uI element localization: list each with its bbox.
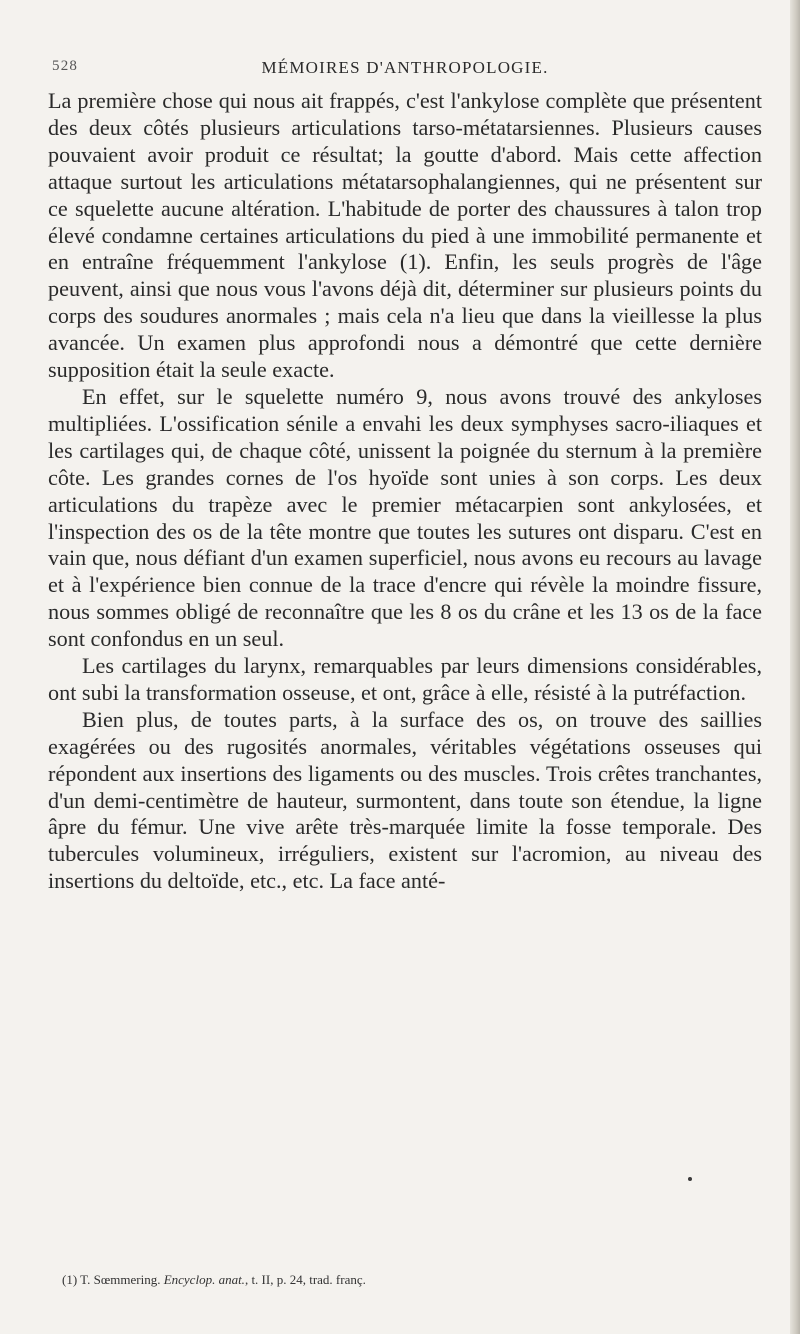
paragraph-3: Les cartilages du larynx, remarquables par leurs dimensions considérables, ont subi la transformation osseuse, et ont, grâce à elle, résisté à la putréfaction. — [48, 653, 762, 705]
paragraph-1: La première chose qui nous ait frappés, c'est l'ankylose complète que présentent des deux côtés plusieurs articulations tarso-métatarsiennes. Plusieurs causes pouvaient avoir produit ce résultat; la goutte d'abord. Mais cette affection attaque surtout les articulations métatarsophalangiennes, qui ne présentent sur ce squelette aucune altération. L'habitude de porter des chaussures à talon trop élevé condamne certaines articulations du pied à une immobilité permanente et en entraîne fréquemment l'ankylose (1). Enfin, les seuls progrès de l'âge peuvent, ainsi que nous vous l'avons déjà dit, déterminer sur plusieurs points du corps des soudures anormales ; mais cela n'a lieu que dans la vieillesse la plus avancée. Un examen plus approfondi nous a démontré que cette dernière supposition était la seule exacte. — [48, 88, 762, 383]
footnote-work: Encyclop. anat. — [163, 1272, 245, 1287]
page-edge-shadow — [790, 0, 800, 1334]
document-page — [48, 58, 762, 895]
body-text — [48, 88, 762, 895]
paragraph-2: En effet, sur le squelette numéro 9, nous avons trouvé des ankyloses multipliées. L'ossification sénile a envahi les deux symphyses sacro-iliaques et les cartilages qui, de chaque côté, unissent la poignée du sternum à la première côte. Les grandes cornes de l'os hyoïde sont unies à son corps. Les deux articulations du trapèze avec le premier métacarpien sont ankylosées, et l'inspection des os de la tête montre que toutes les sutures ont disparu. C'est en vain que, nous défiant d'un examen superficiel, nous avons eu recours au lavage et à l'expérience bien connue de la trace d'encre qui révèle la moindre fissure, nous sommes obligé de reconnaître que les 8 os du crâne et les 13 os de la face sont confondus en un seul. — [48, 383, 762, 652]
page-number: 528 — [52, 58, 79, 74]
print-speck — [688, 1177, 692, 1181]
paragraph-4: Bien plus, de toutes parts, à la surface des os, on trouve des saillies exagérées ou des rugosités anormales, véritables végétations osseuses qui répondent aux insertions des ligaments ou des muscles. Trois crêtes tranchantes, d'un demi-centimètre de hauteur, surmontent, dans toute son étendue, la ligne âpre du fémur. Une vive arête très-marquée limite la fosse temporale. Des tubercules volumineux, irréguliers, existent sur l'acromion, au niveau des insertions du deltoïde, etc., etc. La face anté- — [48, 706, 762, 894]
footnote-suffix: , t. II, p. 24, trad. franç. — [244, 1272, 366, 1287]
footnote — [62, 1272, 366, 1288]
footnote-prefix: (1) T. Sœmmering. — [62, 1272, 161, 1287]
page-header — [48, 58, 762, 88]
running-title: MÉMOIRES D'ANTHROPOLOGIE. — [261, 58, 549, 77]
